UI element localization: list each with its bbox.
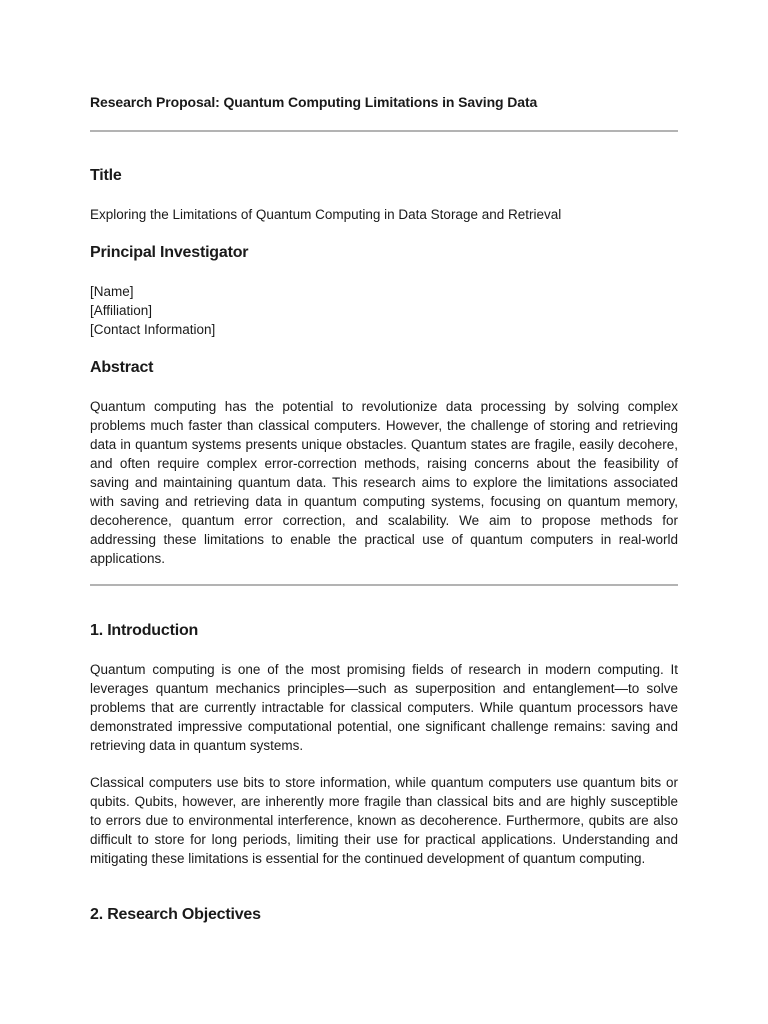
top-divider <box>90 130 678 132</box>
document-title: Research Proposal: Quantum Computing Limitations in Saving Data <box>90 94 538 110</box>
objectives-heading: 2. Research Objectives <box>90 906 261 923</box>
investigator-contact: [Contact Information] <box>90 322 216 337</box>
abstract-heading: Abstract <box>90 359 154 376</box>
abstract-paragraph: Quantum computing has the potential to revolutionize data processing by solving complex problems much faster than classical computers. However, the challenge of storing and retrieving data in quantum systems presents unique obstacles. Quantum states are fragile, easily decohere, and often require complex error-correction methods, raising concerns about the feasibility of saving and maintaining quantum data. This research aims to explore the limitations associated with saving and retrieving data in quantum computing systems, focusing on quantum memory, decoherence, quantum error correction, and scalability. We aim to propose methods for addressing these limitations to enable the practical use of quantum computers in real-world applications. <box>90 399 678 566</box>
introduction-heading: 1. Introduction <box>90 622 199 639</box>
investigator-heading: Principal Investigator <box>90 244 249 261</box>
title-heading: Title <box>90 167 122 184</box>
section-divider <box>90 584 678 586</box>
introduction-paragraph-1: Quantum computing is one of the most promising fields of research in modern computing. It leverages quantum mechanics principles—such as superposition and entanglement—to solve problems that are currently intractable for classical computers. While quantum processors have demonstrated impressive computational potential, one significant challenge remains: saving and retrieving data in quantum systems. <box>90 662 678 753</box>
investigator-name: [Name] <box>90 284 134 299</box>
investigator-list <box>90 282 215 339</box>
investigator-affiliation: [Affiliation] <box>90 303 153 318</box>
introduction-paragraph-2: Classical computers use bits to store information, while quantum computers use quantum bits or qubits. Qubits, however, are inherently more fragile than classical bits and are highly susceptible to errors due to environmental interference, known as decoherence. Furthermore, qubits are also difficult to store for long periods, limiting their use for practical applications. Understanding and mitigating these limitations is essential for the continued development of quantum computing. <box>90 775 678 866</box>
title-text: Exploring the Limitations of Quantum Computing in Data Storage and Retrieval <box>90 207 562 222</box>
